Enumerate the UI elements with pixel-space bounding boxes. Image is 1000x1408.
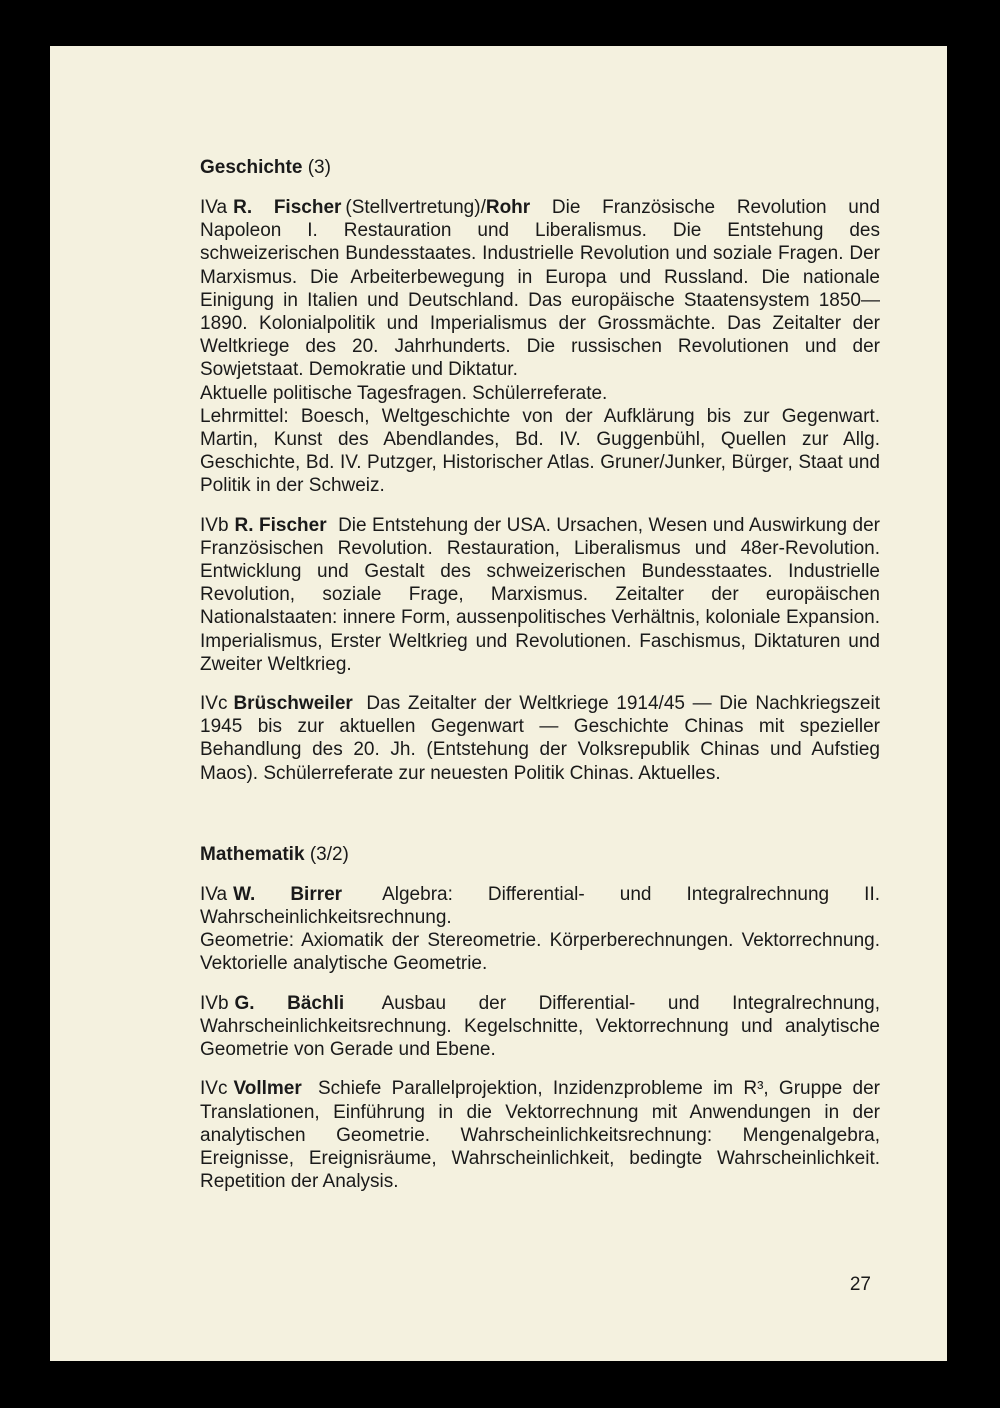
course-description: Schiefe Parallelprojektion, Inzidenzprobleme im R³, Gruppe der Translationen, Einführung in die Vektorrechnung mit Anwendungen in der analytischen Geometrie. Wahrscheinlichkeitsrechnung: Mengenalgebra, Ereignisse, Ereignisräume, Wahrscheinlichkeit, bedingte Wahrscheinlichkeit. Repetition der Analysis. — [200, 1078, 881, 1193]
document-page — [50, 46, 947, 1361]
section-mathematik — [200, 843, 880, 1193]
course-entry-ivb — [200, 514, 880, 676]
page-content — [200, 156, 880, 1209]
co-teacher-name: Rohr — [485, 197, 531, 218]
class-label: IVc — [200, 1078, 228, 1100]
teacher-name: G. Bächli — [234, 992, 345, 1014]
section-spacer — [200, 801, 880, 843]
subject-hours: (3/2) — [309, 843, 349, 865]
course-entry-ivc — [200, 1077, 880, 1193]
course-description: Algebra: Differential- und Integralrechnung II. Wahrscheinlichkeitsrechnung. — [200, 883, 880, 929]
entry-line: Geometrie: Axiomatik der Stereometrie. Körperberechnungen. Vektorrechnung. Vektorielle analytische Geometrie. — [200, 930, 880, 975]
course-description: Die Entstehung der USA. Ursachen, Wesen und Auswirkung der Französischen Revolution. Restauration, Liberalismus und 48er-Revolution. Entwicklung und Gestalt des schweizerischen Bundesstaates. Industrielle Revolution, soziale Frage, Marxismus. Zeitalter der europäischen Nationalstaaten: innere Form, aussenpolitisches Verhältnis, koloniale Expansion. Imperialismus, Erster Weltkrieg und Revolutionen. Faschismus, Diktaturen und Zweiter Weltkrieg. — [200, 514, 881, 675]
class-label: IVa — [200, 197, 228, 218]
subject-title: Mathematik — [200, 843, 305, 865]
entry-paragraph — [200, 883, 880, 929]
course-entry-iva — [200, 883, 880, 976]
page-number: 27 — [849, 1274, 871, 1295]
entry-paragraph — [200, 992, 880, 1062]
teacher-name: W. Birrer — [233, 883, 343, 905]
teacher-note: (Stellvertretung)/ — [345, 197, 486, 218]
course-entry-iva — [200, 196, 880, 498]
course-entry-ivb — [200, 992, 880, 1062]
course-description: Die Französische Revolution und Napoleon I. Restauration und Liberalismus. Die Entstehung des schweizerischen Bundesstaates. Industrielle Revolution und soziale Fragen. Der Marxismus. Die Arbeiterbewegung in Europa und Russland. Die nationale Einigung in Italien und Deutschland. Das europäische Staatensystem 1850—1890. Kolonialpolitik und Imperialismus der Grossmächte. Das Zeitalter der Weltkriege des 20. Jahrhunderts. Die russischen Revolutionen und der Sowjetstaat. Demokratie und Diktatur. — [200, 197, 881, 381]
entry-paragraph — [200, 1077, 880, 1193]
entry-paragraph — [200, 692, 880, 785]
entry-paragraph — [200, 514, 880, 676]
entry-paragraph — [200, 196, 880, 382]
section-heading-mathematik — [200, 843, 880, 867]
entry-line: Aktuelle politische Tagesfragen. Schülerreferate. — [200, 382, 608, 404]
teacher-name: R. Fischer — [233, 197, 342, 218]
course-entry-ivc — [200, 692, 880, 785]
teacher-name: Brüschweiler — [233, 693, 353, 715]
class-label: IVb — [200, 514, 229, 536]
section-heading-geschichte — [200, 156, 880, 180]
course-description: Ausbau der Differential- und Integralrechnung, Wahrscheinlichkeitsrechnung. Kegelschnitte, Vektorrechnung und analytische Geometrie von Gerade und Ebene. — [200, 992, 881, 1061]
class-label: IVb — [200, 992, 229, 1014]
class-label: IVc — [200, 693, 228, 715]
class-label: IVa — [200, 883, 228, 905]
teacher-name: R. Fischer — [234, 514, 327, 536]
teacher-name: Vollmer — [233, 1078, 302, 1100]
course-description: Das Zeitalter der Weltkriege 1914/45 — Die Nachkriegszeit 1945 bis zur aktuellen Gegenwart — Geschichte Chinas mit spezieller Behandlung des 20. Jh. (Entstehung der Volksrepublik Chinas und Aufstieg Maos). Schülerreferate zur neuesten Politik Chinas. Aktuelles. — [200, 693, 880, 784]
entry-line: Lehrmittel: Boesch, Weltgeschichte von der Aufklärung bis zur Gegenwart. Martin, Kunst des Abendlandes, Bd. IV. Guggenbühl, Quellen zur Allg. Geschichte, Bd. IV. Putzger, Historischer Atlas. Gruner/Junker, Bürger, Staat und Politik in der Schweiz. — [200, 405, 880, 497]
subject-hours: (3) — [307, 157, 331, 178]
section-geschichte — [200, 156, 880, 785]
subject-title: Geschichte — [200, 157, 303, 178]
